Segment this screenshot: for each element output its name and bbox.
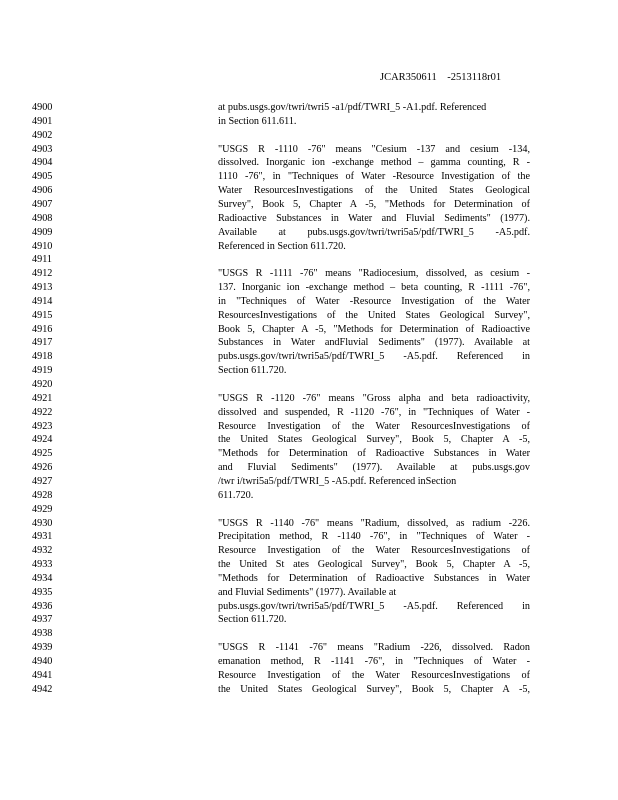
line-number: 4922 <box>32 406 53 418</box>
line-number: 4910 <box>32 240 53 252</box>
text-line <box>0 198 618 212</box>
line-text: 611.720. <box>218 489 254 501</box>
text-line <box>0 184 618 198</box>
text-line <box>0 669 618 683</box>
line-text: Radioactive Substances in Water and Fluvial Sediments" (1977). <box>218 212 530 224</box>
text-line <box>0 627 618 641</box>
text-line <box>0 544 618 558</box>
line-text: and Fluvial Sediments" (1977). Available at pubs.usgs.gov <box>218 462 530 474</box>
line-number: 4932 <box>32 545 53 557</box>
line-number: 4909 <box>32 226 53 238</box>
line-text: Resource Investigation of the Water ResourcesInvestigations of <box>218 669 530 681</box>
line-text: and Fluvial Sediments" (1977). Available at <box>218 586 397 598</box>
line-text: Resource Investigation of the Water ResourcesInvestigations of <box>218 545 530 557</box>
line-number: 4934 <box>32 572 53 584</box>
line-text: Section 611.720. <box>218 365 287 377</box>
line-number: 4931 <box>32 531 53 543</box>
line-text: the United States Geological Survey", Book 5, Chapter A -5, <box>218 434 530 446</box>
line-number: 4929 <box>32 503 53 515</box>
line-text: the United States Geological Survey", Book 5, Chapter A -5, <box>218 683 530 695</box>
text-line <box>0 406 618 420</box>
line-text: Resource Investigation of the Water ResourcesInvestigations of <box>218 420 530 432</box>
line-number: 4917 <box>32 337 53 349</box>
line-number: 4936 <box>32 600 53 612</box>
text-line <box>0 489 618 503</box>
line-text: Survey", Book 5, Chapter A -5, "Methods for Determination of <box>218 198 530 210</box>
text-line <box>0 378 618 392</box>
text-line <box>0 600 618 614</box>
text-line <box>0 212 618 226</box>
line-number: 4914 <box>32 295 53 307</box>
line-number: 4916 <box>32 323 53 335</box>
line-number: 4926 <box>32 462 53 474</box>
text-line <box>0 475 618 489</box>
text-line <box>0 461 618 475</box>
text-line <box>0 129 618 143</box>
text-line <box>0 170 618 184</box>
line-number: 4919 <box>32 365 53 377</box>
text-line <box>0 156 618 170</box>
line-number: 4918 <box>32 351 53 363</box>
line-number: 4942 <box>32 683 53 695</box>
line-number: 4905 <box>32 171 53 183</box>
line-number: 4911 <box>32 254 52 266</box>
document-id: JCAR350611 <box>380 72 437 83</box>
line-text: Section 611.720. <box>218 614 287 626</box>
text-line <box>0 115 618 129</box>
text-line <box>0 240 618 254</box>
text-line <box>0 392 618 406</box>
line-number: 4938 <box>32 628 53 640</box>
line-text: dissolved. Inorganic ion -exchange method – gamma counting, R - <box>218 157 530 169</box>
line-text: in Section 611.611. <box>218 115 297 127</box>
line-text: at pubs.usgs.gov/twri/twri5 -a1/pdf/TWRI_5 -A1.pdf. Referenced <box>218 102 487 113</box>
line-number: 4928 <box>32 489 53 501</box>
text-line <box>0 503 618 517</box>
text-line <box>0 433 618 447</box>
text-line <box>0 420 618 434</box>
line-text: "Methods for Determination of Radioactive Substances in Water <box>218 572 530 584</box>
line-number: 4941 <box>32 669 53 681</box>
line-text: /twr i/twri5a5/pdf/TWRI_5 -A5.pdf. Referenced inSection <box>218 475 457 487</box>
text-line <box>0 641 618 655</box>
line-text: "USGS R -1110 -76" means "Cesium -137 and cesium -134, <box>218 143 530 155</box>
text-line <box>0 281 618 295</box>
line-number: 4902 <box>32 129 53 141</box>
line-text: "USGS R -1141 -76" means "Radium -226, dissolved. Radon <box>218 642 530 654</box>
line-text: "USGS R -1111 -76" means "Radiocesium, dissolved, as cesium - <box>218 268 530 280</box>
text-line <box>0 364 618 378</box>
line-number: 4930 <box>32 517 53 529</box>
line-text: pubs.usgs.gov/twri/twri5a5/pdf/TWRI_5 -A5.pdf. Referenced in <box>218 600 530 612</box>
line-number: 4900 <box>32 102 53 113</box>
line-number: 4923 <box>32 420 53 432</box>
line-number: 4940 <box>32 656 53 667</box>
text-line <box>0 586 618 600</box>
line-number: 4907 <box>32 198 53 210</box>
line-number: 4920 <box>32 379 53 390</box>
text-line <box>0 253 618 267</box>
line-text: pubs.usgs.gov/twri/twri5a5/pdf/TWRI_5 -A5.pdf. Referenced in <box>218 351 530 363</box>
line-number: 4913 <box>32 282 53 294</box>
text-line <box>0 323 618 337</box>
line-number: 4935 <box>32 586 53 598</box>
line-number: 4903 <box>32 143 53 155</box>
line-number: 4908 <box>32 212 53 224</box>
line-number: 4906 <box>32 185 53 197</box>
line-number: 4937 <box>32 614 53 626</box>
line-text: Substances in Water andFluvial Sediments" (1977). Available at <box>218 337 530 349</box>
text-line <box>0 683 618 697</box>
line-number: 4925 <box>32 448 53 460</box>
text-line <box>0 572 618 586</box>
line-text: Book 5, Chapter A -5, "Methods for Determination of Radioactive <box>218 323 530 335</box>
text-line <box>0 350 618 364</box>
page-header <box>380 72 501 83</box>
text-line <box>0 309 618 323</box>
line-number: 4939 <box>32 642 53 654</box>
document-code: -2513118r01 <box>447 72 502 83</box>
line-number: 4912 <box>32 268 53 280</box>
text-line <box>0 336 618 350</box>
line-number: 4924 <box>32 434 53 446</box>
line-text: 137. Inorganic ion -exchange method – beta counting, R -1111 -76", <box>218 282 530 294</box>
text-line <box>0 143 618 157</box>
text-line <box>0 517 618 531</box>
text-line <box>0 295 618 309</box>
line-number: 4933 <box>32 559 53 571</box>
line-number: 4927 <box>32 475 53 487</box>
line-text: emanation method, R -1141 -76", in "Techniques of Water - <box>218 656 530 667</box>
text-line <box>0 530 618 544</box>
line-text: "Methods for Determination of Radioactive Substances in Water <box>218 448 530 460</box>
line-text: Available at pubs.usgs.gov/twri/twri5a5/pdf/TWRI_5 -A5.pdf. <box>218 226 530 238</box>
text-line <box>0 226 618 240</box>
line-text: Referenced in Section 611.720. <box>218 240 346 252</box>
line-text: Water ResourcesInvestigations of the United States Geological <box>218 185 530 197</box>
line-text: "USGS R -1120 -76" means "Gross alpha and beta radioactivity, <box>218 392 530 404</box>
text-line <box>0 447 618 461</box>
text-line <box>0 655 618 669</box>
text-line <box>0 267 618 281</box>
line-text: in "Techniques of Water -Resource Investigation of the Water <box>218 295 530 307</box>
text-line <box>0 101 618 115</box>
line-number: 4904 <box>32 157 53 169</box>
line-number: 4921 <box>32 392 53 404</box>
text-line <box>0 558 618 572</box>
line-number: 4901 <box>32 115 53 127</box>
line-text: 1110 -76", in "Techniques of Water -Resource Investigation of the <box>218 171 530 183</box>
line-number: 4915 <box>32 309 53 321</box>
text-line <box>0 613 618 627</box>
line-text: "USGS R -1140 -76" means "Radium, dissolved, as radium -226. <box>218 517 530 529</box>
line-text: Precipitation method, R -1140 -76", in "Techniques of Water - <box>218 531 530 543</box>
line-text: dissolved and suspended, R -1120 -76", in "Techniques of Water - <box>218 406 530 418</box>
line-text: the United St ates Geological Survey", Book 5, Chapter A -5, <box>218 559 530 571</box>
line-text: ResourcesInvestigations of the United States Geological Survey", <box>218 309 530 321</box>
